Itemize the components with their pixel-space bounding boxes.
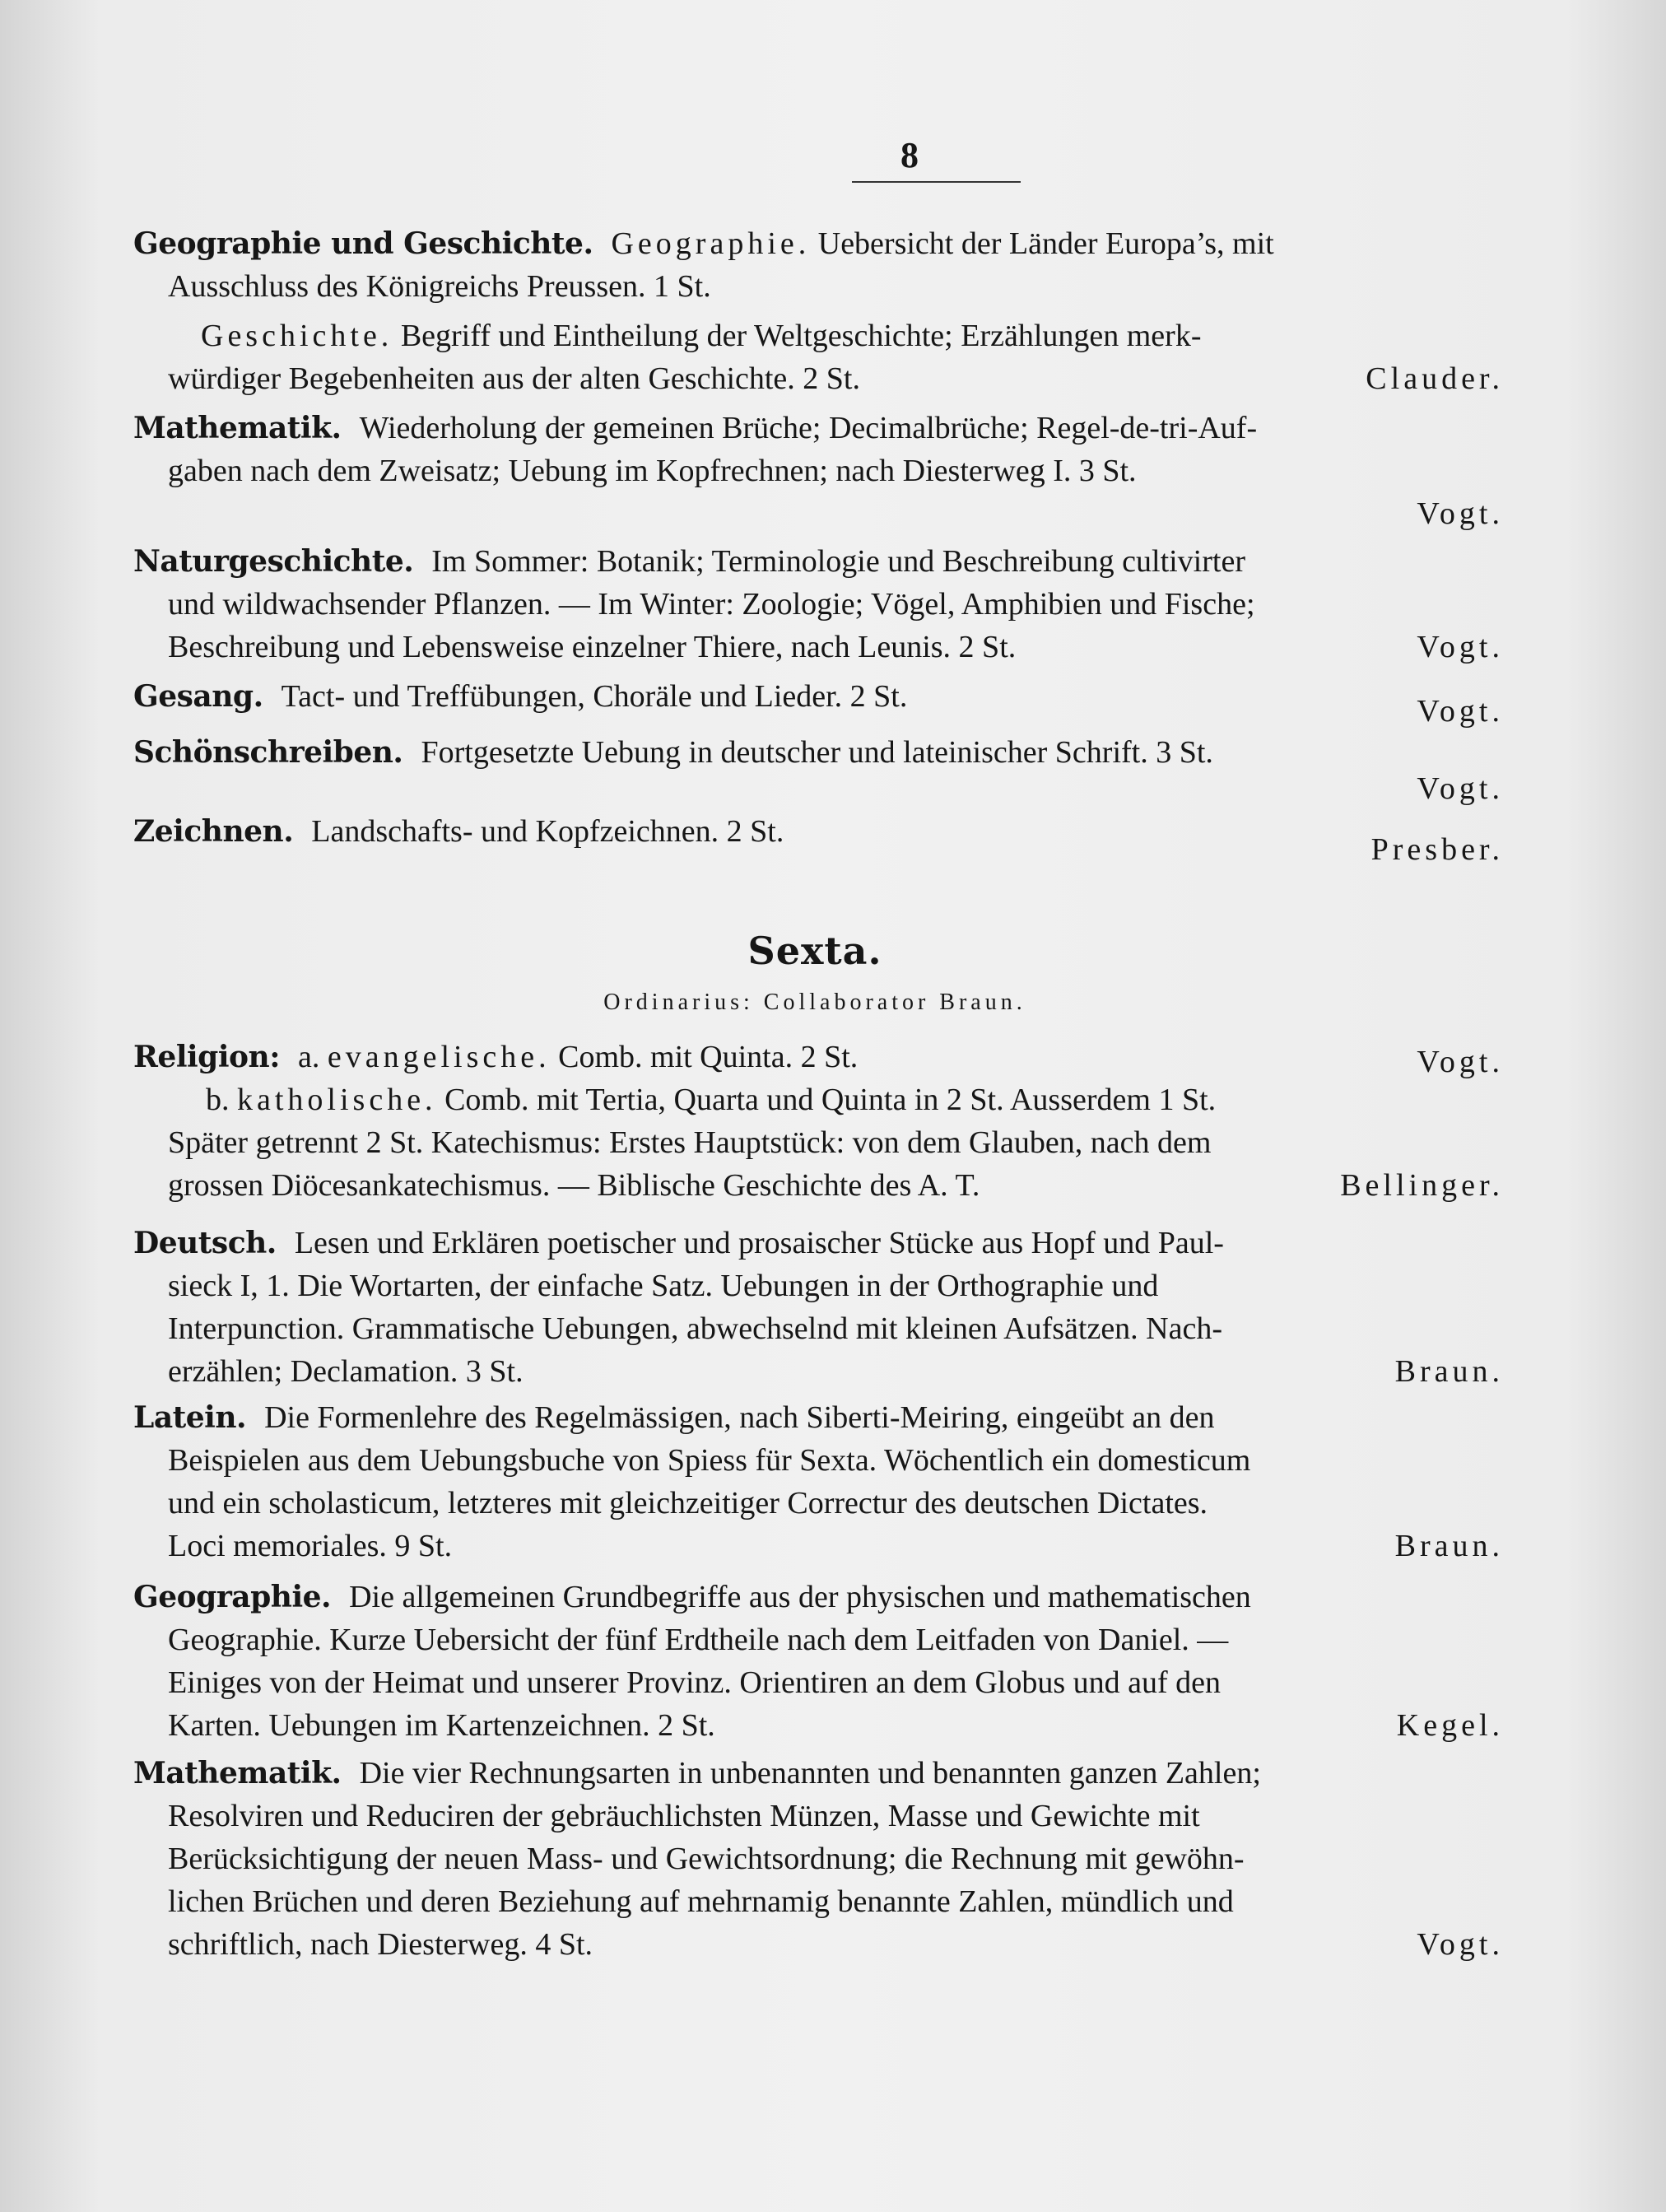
entry-line: [133, 1525, 1504, 1567]
subject-heading: Naturgeschichte.: [133, 544, 414, 579]
entry-mathematik-top: [133, 407, 1504, 535]
entry-text: Comb. mit Quinta. 2 St.: [550, 1040, 859, 1074]
entry-text: Uebersicht der Länder Europa’s, mit: [810, 226, 1274, 261]
entry-text: erzählen; Declamation. 3 St.: [168, 1354, 524, 1389]
spaced-term: Geographie.: [611, 226, 811, 261]
entry-text: würdiger Begebenheiten aus der alten Geschichte. 2 St.: [168, 361, 860, 396]
subject-heading: Geographie und Geschichte.: [133, 226, 593, 261]
entry-line: [133, 1396, 1504, 1439]
teacher-name: Presber.: [1370, 832, 1504, 867]
entry-text: Karten. Uebungen im Kartenzeichnen. 2 St.: [168, 1708, 715, 1743]
entry-line: [133, 1795, 1504, 1837]
entry-text: b.: [206, 1083, 237, 1117]
entry-text: und wildwachsender Pflanzen. — Im Winter: Zoologie; Vögel, Amphibien und Fische;: [168, 587, 1255, 622]
entry-text: schriftlich, nach Diesterweg. 4 St.: [168, 1927, 593, 1962]
entry-text: Wiederholung der gemeinen Brüche; Decimalbrüche; Regel-de-tri-Auf-: [359, 411, 1258, 445]
entry-line: [133, 1307, 1504, 1350]
entry-deutsch: [133, 1222, 1504, 1393]
entry-text: Die vier Rechnungsarten in unbenannten und benannten ganzen Zahlen;: [359, 1756, 1261, 1791]
entry-text: a.: [298, 1040, 328, 1074]
subject-heading: Latein.: [133, 1400, 247, 1435]
teacher-name: Kegel.: [1396, 1708, 1504, 1743]
entry-line: [133, 314, 1504, 357]
entry-zeichnen: [133, 810, 1504, 867]
entry-text: Landschafts- und Kopfzeichnen. 2 St.: [311, 814, 784, 849]
subject-heading: Schönschreiben.: [133, 735, 403, 770]
entry-schoenschreiben: [133, 731, 1504, 817]
entry-geographie: [133, 1576, 1504, 1747]
page-number-rule: [852, 181, 1021, 183]
entry-text: sieck I, 1. Die Wortarten, der einfache Satz. Uebungen in der Orthographie und: [168, 1269, 1159, 1303]
entry-line: [133, 1923, 1504, 1966]
teacher-name: Vogt.: [1417, 694, 1504, 729]
entry-line: [133, 1704, 1504, 1747]
entry-line: [133, 357, 1504, 400]
ordinarius-line: Ordinarius: Collaborator Braun.: [603, 990, 1026, 1015]
entry-text: Ausschluss des Königreichs Preussen. 1 St.: [168, 269, 711, 304]
entry-text: Resolviren und Reduciren der gebräuchlichsten Münzen, Masse und Gewichte mit: [168, 1799, 1200, 1833]
subject-heading: Mathematik.: [133, 411, 342, 445]
teacher-name: Vogt.: [1417, 1927, 1504, 1962]
entry-text: Im Sommer: Botanik; Terminologie und Beschreibung cultivirter: [431, 544, 1245, 579]
entry-line: [133, 492, 1504, 535]
entry-text: Loci memoriales. 9 St.: [168, 1529, 453, 1563]
entry-line: [133, 1121, 1504, 1164]
entry-line: [133, 583, 1504, 626]
entry-line: [133, 265, 1504, 308]
entry-line: [133, 1482, 1504, 1525]
entry-line: [133, 1264, 1504, 1307]
subject-heading: Zeichnen.: [133, 814, 294, 849]
entry-line: [133, 1752, 1504, 1795]
spaced-term: Geschichte.: [201, 319, 393, 353]
entry-line: [133, 449, 1504, 492]
entry-line: [133, 1661, 1504, 1704]
entry-text: Berücksichtigung der neuen Mass- und Gewichtsordnung; die Rechnung mit gewöhn-: [168, 1842, 1245, 1876]
entry-text: Lesen und Erklären poetischer und prosaischer Stücke aus Hopf und Paul-: [294, 1226, 1224, 1260]
entry-line: [133, 1350, 1504, 1393]
entry-text: Tact- und Treffübungen, Choräle und Lieder. 2 St.: [281, 679, 908, 714]
entry-text: Fortgesetzte Uebung in deutscher und lateinischer Schrift. 3 St.: [421, 735, 1213, 770]
teacher-name: Braun.: [1394, 1354, 1504, 1389]
teacher-name: Bellinger.: [1340, 1168, 1504, 1203]
subject-heading: Deutsch.: [133, 1226, 277, 1260]
teacher-name: Clauder.: [1366, 361, 1504, 396]
entry-text: Geographie. Kurze Uebersicht der fünf Erdtheile nach dem Leitfaden von Daniel. —: [168, 1623, 1229, 1657]
entry-text: Die allgemeinen Grundbegriffe aus der physischen und mathematischen: [349, 1580, 1251, 1614]
entry-line: [133, 1837, 1504, 1880]
entry-gesang: [133, 675, 1504, 729]
entry-line: [133, 1222, 1504, 1264]
entry-line: [133, 1439, 1504, 1482]
entry-text: Comb. mit Tertia, Quarta und Quinta in 2 St. Ausserdem 1 St.: [436, 1083, 1217, 1117]
entry-text: Später getrennt 2 St. Katechismus: Erstes Hauptstück: von dem Glauben, nach dem: [168, 1125, 1212, 1160]
teacher-name: Vogt.: [1417, 1045, 1504, 1079]
entry-line: [133, 1036, 1504, 1078]
entry-line: [133, 540, 1504, 583]
teacher-name: Vogt.: [1417, 630, 1504, 664]
entry-mathematik: [133, 1752, 1504, 1966]
entry-line: [133, 407, 1504, 449]
spaced-term: evangelische.: [327, 1040, 551, 1074]
entry-naturgeschichte: [133, 540, 1504, 668]
subject-heading: Gesang.: [133, 679, 263, 714]
entry-line: [133, 1576, 1504, 1618]
entry-text: Die Formenlehre des Regelmässigen, nach Siberti-Meiring, eingeübt an den: [264, 1400, 1215, 1435]
entry-geographie-geschichte: [133, 222, 1504, 400]
entry-text: und ein scholasticum, letzteres mit gleichzeitiger Correctur des deutschen Dictates.: [168, 1486, 1208, 1520]
entry-line: [133, 1880, 1504, 1923]
entry-text: lichen Brüchen und deren Beziehung auf mehrnamig benannte Zahlen, mündlich und: [168, 1884, 1234, 1919]
entry-line: [133, 1078, 1504, 1121]
entry-latein: [133, 1396, 1504, 1567]
subject-heading: Geographie.: [133, 1580, 332, 1614]
entry-line: [133, 1164, 1504, 1207]
spaced-term: katholische.: [237, 1083, 437, 1117]
entry-text: Beschreibung und Lebensweise einzelner Thiere, nach Leunis. 2 St.: [168, 630, 1017, 664]
entry-text: gaben nach dem Zweisatz; Uebung im Kopfrechnen; nach Diesterweg I. 3 St.: [168, 454, 1137, 488]
entry-text: grossen Diöcesankatechismus. — Biblische Geschichte des A. T.: [168, 1168, 980, 1203]
subject-heading: Religion:: [133, 1040, 280, 1074]
entry-line: [133, 810, 1504, 867]
entry-line: [133, 222, 1504, 265]
teacher-name: Braun.: [1394, 1529, 1504, 1563]
subject-heading: Mathematik.: [133, 1756, 342, 1791]
entry-text: Beispielen aus dem Uebungsbuche von Spiess für Sexta. Wöchentlich ein domesticum: [168, 1443, 1251, 1478]
entry-line: [133, 1618, 1504, 1661]
entry-religion: [133, 1036, 1504, 1207]
page-number: 8: [900, 135, 919, 175]
entry-line: [133, 626, 1504, 668]
entry-line: [133, 731, 1504, 774]
teacher-name: Vogt.: [1417, 496, 1504, 531]
entry-line: [133, 675, 1504, 729]
entry-text: Einiges von der Heimat und unserer Provinz. Orientiren an dem Globus und auf den: [168, 1665, 1222, 1700]
entry-text: Interpunction. Grammatische Uebungen, abwechselnd mit kleinen Aufsätzen. Nach-: [168, 1311, 1223, 1346]
teacher-name: Vogt.: [1417, 771, 1504, 806]
section-title: Sexta.: [747, 929, 882, 973]
entry-text: Begriff und Eintheilung der Weltgeschichte; Erzählungen merk-: [393, 319, 1202, 353]
